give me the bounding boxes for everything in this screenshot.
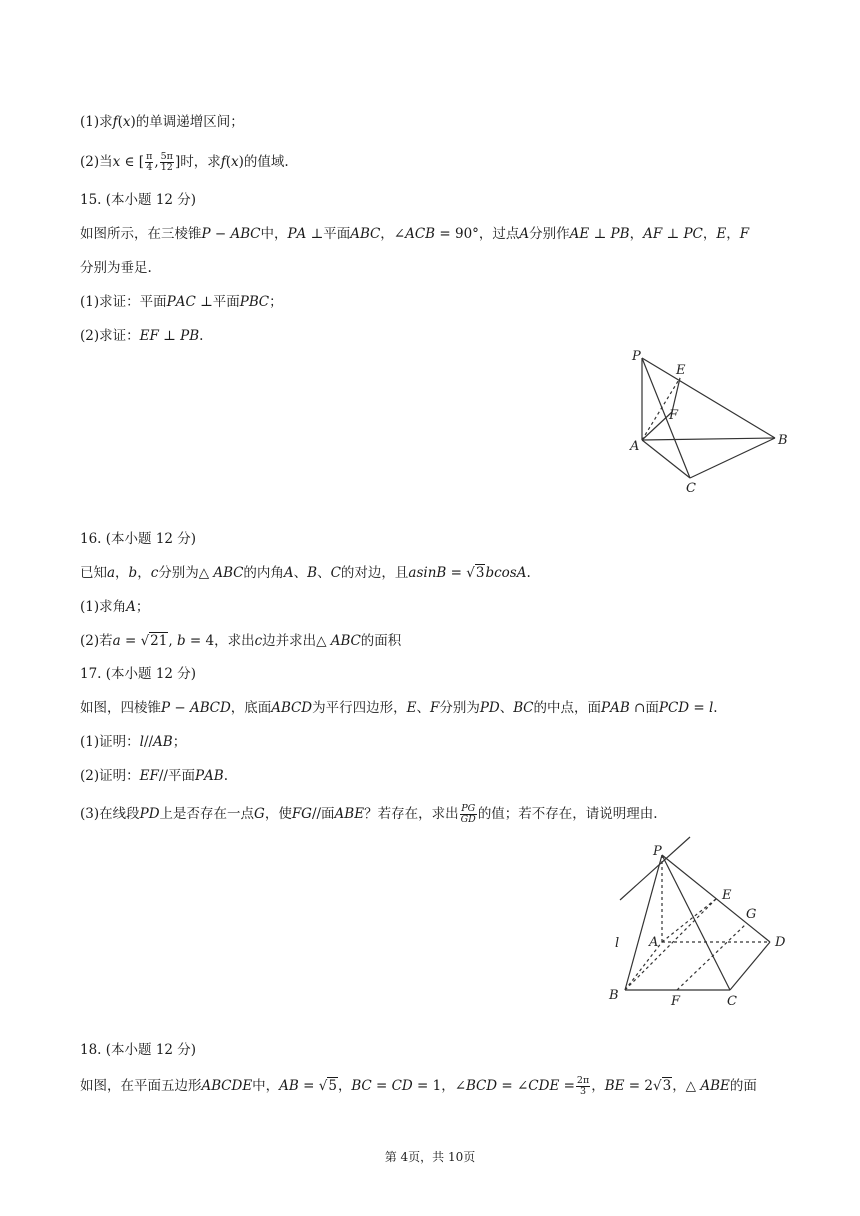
q14-part2-text-b: ]时，求𝑓(𝑥)的值域. bbox=[174, 154, 289, 170]
fraction-PG-GD bbox=[460, 804, 477, 825]
edge-PB bbox=[642, 358, 775, 438]
label-l: l bbox=[615, 936, 620, 951]
q16-text-a: 已知𝑎，𝑏，𝑐分别为△ 𝐴𝐵𝐶的内角𝐴、𝐵、𝐶的对边，且𝑎𝑠𝑖𝑛𝐵 = √ bbox=[80, 565, 475, 581]
page-footer: 第 4页，共 10页 bbox=[384, 1150, 476, 1164]
q18-heading: 18. (本小题 12 分) bbox=[80, 1042, 197, 1058]
q14-part1: (1)求𝑓(𝑥)的单调递增区间； bbox=[80, 114, 244, 130]
segment-AE bbox=[662, 899, 716, 942]
q18-text-c: ，𝐵𝐸 = 2√ bbox=[591, 1078, 662, 1094]
frac-num: 5π bbox=[160, 151, 173, 162]
q16-part2-text-a: (2)若𝑎 = √ bbox=[80, 633, 150, 649]
q18-text-a: 如图，在平面五边形𝐴𝐵𝐶𝐷𝐸中，𝐴𝐵 = √ bbox=[80, 1078, 328, 1094]
label-P: P bbox=[653, 844, 662, 859]
label-F: F bbox=[671, 994, 681, 1009]
comma: , bbox=[154, 154, 159, 170]
label-F: F bbox=[669, 408, 679, 423]
q18-text bbox=[80, 1076, 757, 1097]
label-A: A bbox=[649, 935, 659, 950]
edge-PB bbox=[625, 855, 662, 990]
frac-den: 3 bbox=[580, 1086, 587, 1097]
q16-heading: 16. (本小题 12 分) bbox=[80, 531, 197, 547]
label-C: C bbox=[686, 481, 696, 496]
q14-part2 bbox=[80, 152, 289, 173]
q15-part1: (1)求证：平面𝑃𝐴𝐶 ⊥平面𝑃𝐵𝐶； bbox=[80, 294, 283, 310]
q18-text-d: ，△ 𝐴𝐵𝐸的面 bbox=[672, 1078, 757, 1094]
label-D: D bbox=[775, 935, 786, 950]
edge-PC bbox=[662, 855, 730, 990]
edge-AB bbox=[642, 438, 775, 440]
q15-heading: 15. (本小题 12 分) bbox=[80, 192, 197, 208]
q17-part1: (1)证明：𝑙//𝐴𝐵； bbox=[80, 734, 187, 750]
fraction-2pi-3 bbox=[576, 1076, 590, 1097]
fraction-5pi-12 bbox=[160, 152, 174, 173]
sqrt-21: 21 bbox=[150, 633, 168, 649]
label-C: C bbox=[727, 994, 737, 1009]
label-B: B bbox=[778, 433, 788, 448]
q17-heading: 17. (本小题 12 分) bbox=[80, 666, 197, 682]
figure-pyramid bbox=[605, 835, 805, 1015]
frac-num: PG bbox=[461, 803, 476, 814]
segment-FG bbox=[677, 925, 745, 990]
edge-CD bbox=[730, 942, 770, 990]
q16-text-b: 𝑏𝑐𝑜𝑠𝐴. bbox=[485, 565, 531, 581]
edge-CB bbox=[690, 438, 775, 478]
q16-text bbox=[80, 563, 531, 583]
q17-part3 bbox=[80, 804, 658, 825]
q15-text-line2: 分别为垂足. bbox=[80, 260, 152, 276]
figure-tetrahedron bbox=[620, 340, 800, 500]
segment-AF bbox=[642, 412, 672, 440]
label-E: E bbox=[676, 363, 686, 378]
label-A: A bbox=[630, 439, 640, 454]
q16-part2 bbox=[80, 631, 401, 651]
fraction-pi-4 bbox=[145, 152, 153, 173]
q17-part2: (2)证明：𝐸𝐹//平面𝑃𝐴𝐵. bbox=[80, 768, 228, 784]
q15-part2: (2)求证：𝐸𝐹 ⊥ 𝑃𝐵. bbox=[80, 328, 204, 344]
segment-BE bbox=[625, 899, 716, 990]
q16-part2-text-b: , 𝑏 = 4，求出𝑐边并求出△ 𝐴𝐵𝐶的面积 bbox=[168, 633, 402, 649]
label-E: E bbox=[722, 888, 732, 903]
label-B: B bbox=[609, 988, 619, 1003]
q15-text-line1: 如图所示，在三棱锥𝑃 − 𝐴𝐵𝐶中，𝑃𝐴 ⊥平面𝐴𝐵𝐶，∠𝐴𝐶𝐵 = 90°，过点𝐴分别作𝐴𝐸 ⊥ 𝑃𝐵，𝐴𝐹 ⊥ 𝑃𝐶，𝐸，𝐹 bbox=[80, 226, 750, 242]
q17-text: 如图，四棱锥𝑃 − 𝐴𝐵𝐶𝐷，底面𝐴𝐵𝐶𝐷为平行四边形，𝐸、𝐹分别为𝑃𝐷、𝐵𝐶的中点，面𝑃𝐴𝐵 ∩面𝑃𝐶𝐷 = 𝑙. bbox=[80, 700, 718, 716]
sqrt-5: 5 bbox=[328, 1078, 337, 1094]
frac-num: π bbox=[146, 151, 153, 162]
label-P: P bbox=[632, 349, 641, 364]
frac-den: 4 bbox=[146, 162, 153, 173]
q18-text-b: ，𝐵𝐶 = 𝐶𝐷 = 1，∠𝐵𝐶𝐷 = ∠𝐶𝐷𝐸 = bbox=[337, 1078, 575, 1094]
sqrt-3: 3 bbox=[475, 565, 485, 581]
q16-part1: (1)求角𝐴； bbox=[80, 599, 150, 615]
q17-part3-text-a: (3)在线段𝑃𝐷上是否存在一点𝐺，使𝐹𝐺//面𝐴𝐵𝐸？若存在，求出 bbox=[80, 806, 459, 822]
frac-den: 12 bbox=[160, 162, 173, 173]
q14-part2-text-a: (2)当𝑥 ∈ [ bbox=[80, 154, 145, 170]
q17-part3-text-b: 的值；若不存在，请说明理由. bbox=[477, 806, 658, 822]
frac-num: 2π bbox=[576, 1075, 590, 1086]
label-G: G bbox=[746, 907, 757, 922]
segment-FE bbox=[672, 378, 680, 412]
frac-den: GD bbox=[460, 814, 476, 825]
sqrt-3: 3 bbox=[662, 1078, 672, 1094]
